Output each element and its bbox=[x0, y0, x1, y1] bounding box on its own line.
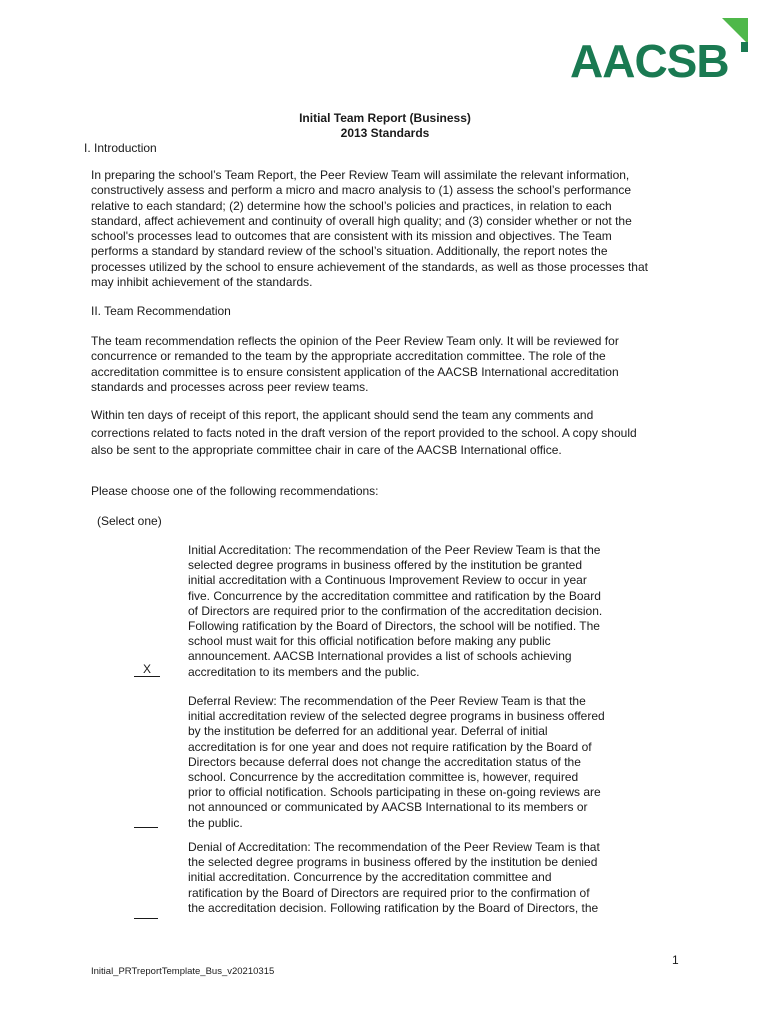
text-line: school must wait for this official notification before making any public bbox=[188, 634, 551, 649]
option-deferral-review-text bbox=[188, 694, 638, 831]
text-line: may inhibit achievement of the standards. bbox=[91, 275, 313, 290]
select-one-label: (Select one) bbox=[97, 514, 162, 528]
text-line: accreditation committee is to ensure consistent application of the AACSB International accreditation bbox=[91, 364, 619, 379]
text-line: not announced or communicated by AACSB International to its members or bbox=[188, 800, 588, 815]
option-initial-accreditation-mark[interactable]: X bbox=[134, 662, 160, 677]
intro-paragraph bbox=[91, 168, 681, 290]
text-line: processes utilized by the school to ensure achievement of the standards, as well as those processes that bbox=[91, 259, 648, 274]
text-line: standard, affect achievement and continuity of overall high quality; and (3) consider whether or not the bbox=[91, 213, 632, 228]
text-line: five. Concurrence by the accreditation committee and ratification by the Board bbox=[188, 588, 601, 603]
aacsb-logo bbox=[570, 18, 756, 80]
option-denial-text bbox=[188, 840, 638, 916]
text-line: Following ratification by the Board of Directors, the school will be notified. The bbox=[188, 619, 600, 634]
text-line: accreditation is for one year and does not require ratification by the Board of bbox=[188, 739, 592, 754]
logo-wordmark: AACSB bbox=[570, 35, 729, 80]
text-line: the selected degree programs in business offered by the institution be denied bbox=[188, 855, 598, 870]
page-number: 1 bbox=[672, 953, 679, 967]
doc-subtitle: 2013 Standards bbox=[340, 126, 430, 140]
text-line: of Directors are required prior to the confirmation of the accreditation decision. bbox=[188, 603, 603, 618]
recommendation-paragraph-1 bbox=[91, 334, 681, 395]
doc-title: Initial Team Report (Business) bbox=[299, 111, 471, 125]
text-line: performs a standard by standard review of the school’s situation. Additionally, the report notes the bbox=[91, 244, 608, 259]
text-line: announcement. AACSB International provides a list of schools achieving bbox=[188, 649, 572, 664]
text-line: Initial Accreditation: The recommendation of the Peer Review Team is that the bbox=[188, 543, 601, 557]
text-line: The team recommendation reflects the opinion of the Peer Review Team only. It will be reviewed for bbox=[91, 334, 619, 348]
text-line: corrections related to facts noted in the draft version of the report provided to the school. A copy should bbox=[91, 425, 637, 440]
recommendation-paragraph-2 bbox=[91, 407, 681, 460]
option-deferral-review-mark[interactable] bbox=[134, 813, 158, 828]
text-line: accreditation to its members and the public. bbox=[188, 664, 420, 679]
text-line: constructively assess and perform a micro and macro analysis to (1) assess the school’s performance bbox=[91, 183, 632, 198]
text-line: initial accreditation with a Continuous Improvement Review to occur in year bbox=[188, 573, 587, 588]
text-line: Directors because deferral does not change the accreditation status of the bbox=[188, 754, 581, 769]
text-line: In preparing the school’s Team Report, the Peer Review Team will assimilate the relevant information, bbox=[91, 168, 630, 182]
choose-instruction: Please choose one of the following recommendations: bbox=[91, 484, 379, 498]
text-line: also be sent to the appropriate committee chair in care of the AACSB International office. bbox=[91, 443, 562, 457]
text-line: ratification by the Board of Directors are required prior to the confirmation of bbox=[188, 885, 590, 900]
text-line: Within ten days of receipt of this report, the applicant should send the team any comments and bbox=[91, 408, 594, 422]
text-line: concurrence or remanded to the team by the appropriate accreditation committee. The role of the bbox=[91, 349, 606, 364]
text-line: Denial of Accreditation: The recommendation of the Peer Review Team is that bbox=[188, 840, 600, 854]
text-line: standards and processes across peer review teams. bbox=[91, 379, 369, 394]
text-line: selected degree programs in business offered by the institution be granted bbox=[188, 558, 583, 573]
option-initial-accreditation-text bbox=[188, 543, 638, 680]
section-heading-recommendation: II. Team Recommendation bbox=[91, 304, 231, 318]
text-line: the accreditation decision. Following ratification by the Board of Directors, the bbox=[188, 900, 599, 915]
option-denial-mark[interactable] bbox=[134, 904, 158, 919]
logo-accent-shape-dark bbox=[741, 42, 748, 52]
section-heading-introduction: I. Introduction bbox=[84, 141, 157, 155]
text-line: school. Concurrence by the accreditation committee is, however, required bbox=[188, 770, 579, 785]
text-line: by the institution be deferred for an additional year. Deferral of initial bbox=[188, 724, 548, 739]
text-line: the public. bbox=[188, 815, 243, 830]
text-line: prior to official notification. Schools participating in these on-going reviews are bbox=[188, 785, 601, 800]
footer-filename: Initial_PRTreportTemplate_Bus_v20210315 bbox=[91, 966, 275, 977]
text-line: Deferral Review: The recommendation of the Peer Review Team is that the bbox=[188, 694, 586, 708]
text-line: relative to each standard; (2) determine how the school’s policies and practices, in relation to each bbox=[91, 198, 612, 213]
text-line: initial accreditation review of the selected degree programs in business offered bbox=[188, 709, 605, 724]
text-line: school's processes lead to outcomes that are consistent with its mission and objectives. The Team bbox=[91, 229, 612, 244]
text-line: initial accreditation. Concurrence by the accreditation committee and bbox=[188, 870, 552, 885]
